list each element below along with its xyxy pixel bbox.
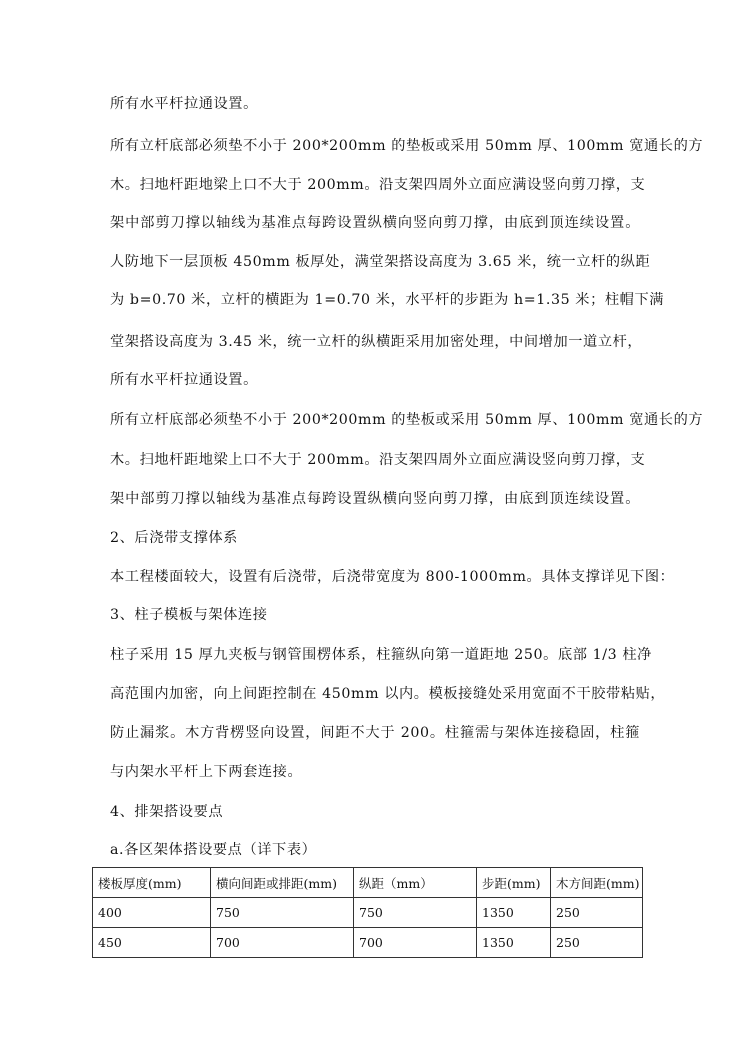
text-line: 高范围内加密，向上间距控制在 450mm 以内。模板接缝处采用宽面不干胶带粘贴， [110,686,666,702]
text-line: 木。扫地杆距地梁上口不大于 200mm。沿支架四周外立面应满设竖向剪刀撑，支 [110,452,646,468]
table-cell: 1350 [477,898,551,928]
text-line: 本工程楼面较大，设置有后浇带，后浇带宽度为 800-1000mm。具体支撑详见下图： [110,569,675,585]
table-cell: 450 [93,928,211,958]
header-cell: 纵距（mm） [354,868,477,898]
table-cell: 750 [211,898,354,928]
section-heading: 2、后浇带支撑体系 [110,530,238,546]
text-line: 堂架搭设高度为 3.45 米，统一立杆的纵横距采用加密处理，中间增加一道立杆， [110,334,643,350]
text-line: 架中部剪刀撑以轴线为基准点每跨设置纵横向竖向剪刀撑，由底到顶连续设置。 [110,491,640,507]
table-cell: 750 [354,898,477,928]
header-cell: 步距(mm) [477,868,551,898]
section-heading: 3、柱子模板与架体连接 [110,607,268,623]
scaffold-spec-table [92,867,643,958]
text-line: 木。扫地杆距地梁上口不大于 200mm。沿支架四周外立面应满设竖向剪刀撑，支 [110,177,646,193]
section-heading: 4、排架搭设要点 [110,804,224,820]
table-cell: 700 [354,928,477,958]
header-cell: 楼板厚度(mm) [93,868,211,898]
text-line: 人防地下一层顶板 450mm 板厚处，满堂架搭设高度为 3.65 米，统一立杆的纵距 [110,254,651,270]
table-row [93,928,643,958]
table-header-row [93,868,643,898]
table-cell: 700 [211,928,354,958]
text-line: 为 b=0.70 米，立杆的横距为 1=0.70 米，水平杆的步距为 h=1.35 米；柱帽下满 [110,292,665,308]
table-cell: 250 [551,898,643,928]
table-cell: 250 [551,928,643,958]
text-line: 柱子采用 15 厚九夹板与钢管围楞体系，柱箍纵向第一道距地 250。底部 1/3 柱净 [110,647,652,663]
text-line: 与内架水平杆上下两套连接。 [110,764,303,780]
text-line: 防止漏浆。木方背楞竖向设置，间距不大于 200。柱箍需与架体连接稳固，柱箍 [110,725,640,741]
table-caption: a.各区架体搭设要点（详下表） [110,842,317,858]
text-line: 架中部剪刀撑以轴线为基准点每跨设置纵横向竖向剪刀撑，由底到顶连续设置。 [110,215,640,231]
text-line: 所有水平杆拉通设置。 [110,96,258,112]
table-cell: 400 [93,898,211,928]
text-line: 所有立杆底部必须垫不小于 200*200mm 的垫板或采用 50mm 厚、100mm 宽通长的方 [110,138,704,154]
text-line: 所有立杆底部必须垫不小于 200*200mm 的垫板或采用 50mm 厚、100mm 宽通长的方 [110,412,704,428]
header-cell: 横向间距或排距(mm) [211,868,354,898]
table-cell: 1350 [477,928,551,958]
text-line: 所有水平杆拉通设置。 [110,372,258,388]
table-row [93,898,643,928]
header-cell: 木方间距(mm) [551,868,643,898]
